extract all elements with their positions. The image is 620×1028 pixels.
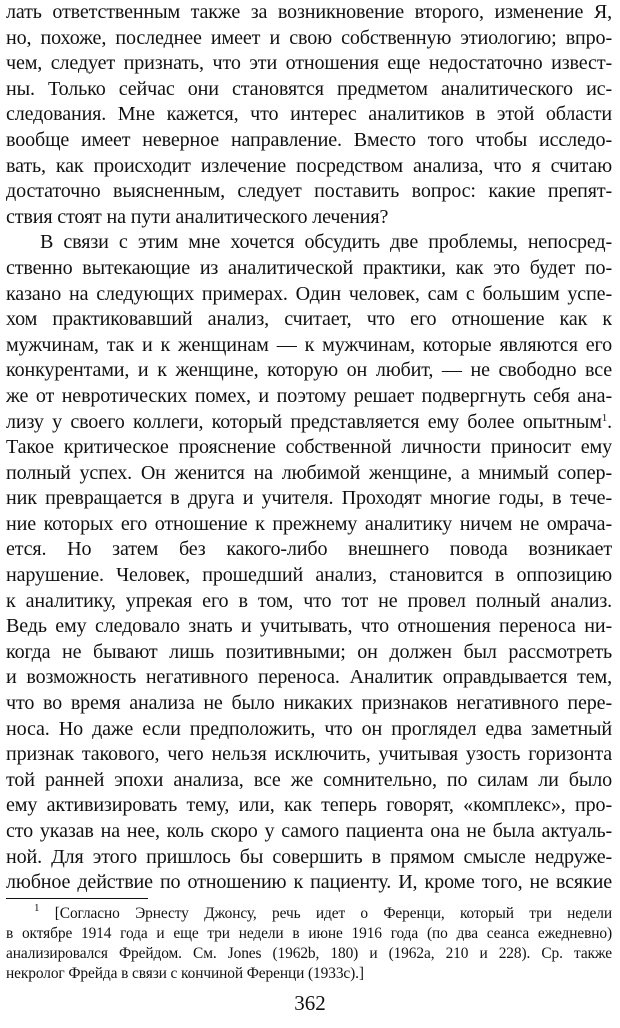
paragraph-first-line: В связи с этим мне хочется обсудить две проблемы, непосред- [40,231,612,254]
footnote [6,904,612,984]
footnote-line: в октябре 1914 года и еще три недели в июне 1916 года (по два сеанса ежедневно) [6,925,612,942]
footnote-first-line [6,904,612,924]
text-line: чем, следует признать, что эти отношения еще недостаточно извест- [6,52,612,75]
text-line: ник превращается в друга и учителя. Проходят многие годы, в тече- [6,487,612,510]
text-line: вообще имеет неверное направление. Вместо того чтобы исследо- [6,128,612,151]
text-line: любное действие по отношению к пациенту. И, кроме того, не всякие [6,871,612,894]
sentence-end: . [607,410,612,433]
text-line: следования. Мне кажется, что интерес аналитиков в этой области [6,103,612,126]
text-line-with-note-ref [6,410,612,436]
main-text [6,0,612,896]
text-line: конкурентами, и к женщине, которую он любит, — не свободно все [6,359,612,382]
footnote-reference: 1 [601,411,608,424]
text-line: и возможность негативного переноса. Аналитик оправдывается тем, [6,666,612,689]
text-line: признак такового, чего нельзя исключить, учитывая узость горизонта [6,743,612,766]
text-line: Такое критическое прояснение собственной личности приносит ему [6,436,612,459]
text-line: нарушение. Человек, прошедший анализ, становится в оппозицию [6,564,612,587]
text-line: вать, как происходит излечение посредством анализа, что я считаю [6,154,612,177]
text-line: ной. Для этого пришлось бы совершить в прямом смысле недруже- [6,845,612,868]
text-line: ствия стоят на пути аналитического лечения? [6,205,389,228]
text-line: к аналитику, упрекая его в том, что тот не провел полный анализ. [6,589,612,612]
text-line: Ведь ему следовало знать и учитывать, что отношения переноса ни- [6,615,612,638]
text-line: но, похоже, последнее имеет и свою собственную этиологию; впро- [6,26,612,49]
text-line: что во время анализа не было никаких признаков негативного пере- [6,692,612,715]
text-line: казано на следующих примерах. Один человек, сам с большим успе- [6,282,612,305]
page-number: 362 [294,991,326,1015]
footnote-line: некролог Фрейда в связи с кончиной Ференци (1933c).] [6,965,364,982]
text-span: лизу у своего коллеги, который представляется ему более опытным [6,410,602,433]
text-line: носа. Но даже если предположить, что он проглядел едва заметный [6,717,612,740]
footnote-separator [6,898,148,899]
text-line: той ранней эпохи анализа, все же сомнительно, по силам ли было [6,768,612,791]
footnote-marker: 1 [34,904,40,914]
text-line: лать ответственным также за возникновение второго, изменение Я, [6,1,612,23]
text-line: когда не бывают лишь позитивными; он должен был рассмотреть [6,640,612,663]
footnote-line: анализировался Фрейдом. См. Jones (1962b, 180) и (1962a, 210 и 228). Ср. также [6,945,612,962]
text-line: достаточно выясненным, следует поставить вопрос: какие препят- [6,180,612,203]
text-line: мужчинам, так и к женщинам — к мужчинам, которые являются его [6,333,612,356]
text-line: полный успех. Он женится на любимой женщине, а мнимый сопер- [6,461,612,484]
text-line: ется. Но затем без какого-либо внешнего повода возникает [6,538,612,561]
footnote-text: [Согласно Эрнесту Джонсу, речь идет о Ференци, который три недели [54,905,612,922]
text-line: же от невротических помех, и поэтому решает подвергнуть себя ана- [6,384,612,407]
text-line: ему активизировать тему, или, как теперь говорят, «комплекс», про- [6,794,612,817]
text-line: ны. Только сейчас они становятся предметом аналитического ис- [6,77,612,100]
text-line: сто указав на нее, коль скоро у самого пациента она не была актуаль- [6,820,612,842]
text-line: ние которых его отношение к прежнему аналитику ничем не омрача- [6,512,612,535]
text-line: ственно вытекающие из аналитической практики, как это будет по- [6,256,612,279]
text-line: хом практиковавший анализ, считает, что его отношение как к [6,308,612,331]
